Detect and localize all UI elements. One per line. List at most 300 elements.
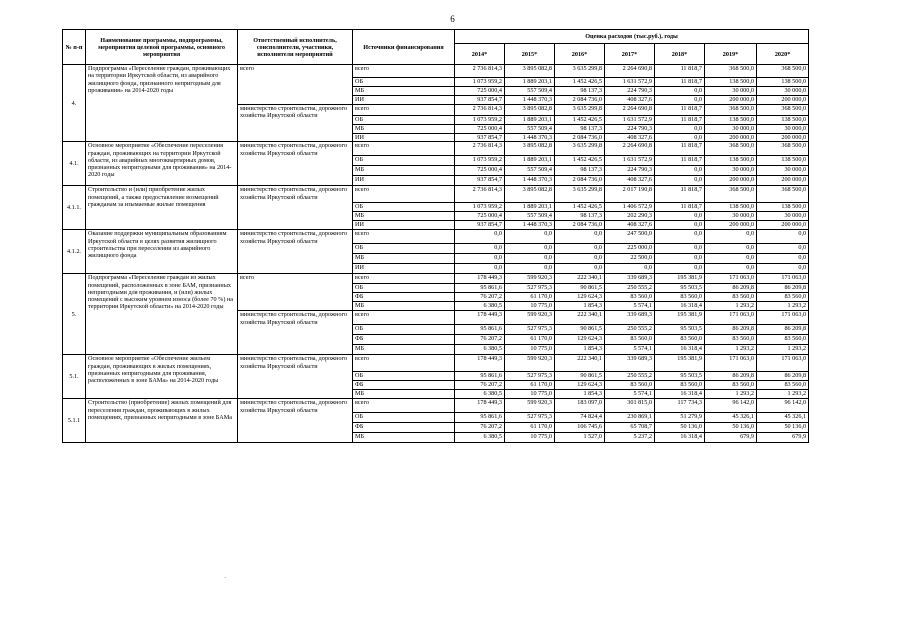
amount-cell: 83 560,0 [605,335,655,345]
amount-cell: 222 340,1 [555,274,605,284]
amount-cell: 76 207,2 [455,293,505,302]
funding-source: МБ [353,125,455,134]
amount-cell: 0,0 [455,230,505,244]
amount-cell: 50 136,0 [757,423,809,433]
amount-cell: 3 895 082,8 [505,105,555,116]
page-number: 6 [450,14,455,24]
amount-cell: 11 818,7 [655,116,705,125]
amount-cell: 1 293,2 [705,390,757,399]
measure-name: Подпрограмма «Переселение граждан из жилых помещений, расположенных в зоне БАМ, признанных непригодными для проживания, и (или) жилых помещений с высоким уровнем износа (более 70 %) на территории Иркутской области» на 2014-2020 годы [86,274,238,355]
amount-cell: 202 290,3 [605,212,655,221]
amount-cell: 1 889 203,1 [505,203,555,212]
amount-cell: 138 500,0 [705,116,757,125]
budget-table [62,29,809,443]
amount-cell: 3 895 082,8 [505,142,555,156]
funding-source: ИИ [353,264,455,274]
amount-cell: 368 500,0 [705,142,757,156]
funding-source: ОБ [353,244,455,254]
amount-cell: 45 326,1 [757,413,809,423]
amount-cell: 599 920,3 [505,311,555,325]
amount-cell: 527 975,3 [505,284,555,293]
row-number: 4.1.2. [63,230,86,274]
amount-cell: 74 824,4 [555,413,605,423]
amount-cell: 138 500,0 [757,78,809,87]
executor: министерство строительства, дорожного хозяйства Иркутской области [238,105,353,142]
funding-source: ИИ [353,221,455,230]
amount-cell: 937 854,7 [455,176,505,186]
row-number: 4.1. [63,142,86,186]
amount-cell: 83 560,0 [655,335,705,345]
amount-cell: 1 854,3 [555,345,605,355]
header-year: 2016* [555,44,605,65]
amount-cell: 98 137,3 [555,166,605,176]
amount-cell: 16 318,4 [655,390,705,399]
executor: министерство строительства, дорожного хозяйства Иркутской области [238,186,353,230]
amount-cell: 30 000,0 [705,87,757,96]
amount-cell: 0,0 [505,230,555,244]
amount-cell: 30 000,0 [705,166,757,176]
amount-cell: 1 854,3 [555,390,605,399]
amount-cell: 725 000,4 [455,166,505,176]
amount-cell: 527 975,3 [505,325,555,335]
amount-cell: 557 509,4 [505,166,555,176]
amount-cell: 0,0 [655,176,705,186]
funding-source: МБ [353,254,455,264]
amount-cell: 178 449,3 [455,355,505,372]
amount-cell: 937 854,7 [455,134,505,142]
amount-cell: 0,0 [555,254,605,264]
amount-cell: 83 560,0 [705,335,757,345]
amount-cell: 50 136,0 [705,423,757,433]
amount-cell: 200 000,0 [705,96,757,105]
header-executor: Ответственный исполнитель, соисполнители, участники, исполнители мероприятий [238,30,353,65]
amount-cell: 171 063,0 [705,355,757,372]
amount-cell: 30 000,0 [757,125,809,134]
amount-cell: 30 000,0 [757,212,809,221]
funding-source: МБ [353,345,455,355]
amount-cell: 86 209,8 [757,284,809,293]
amount-cell: 83 560,0 [655,293,705,302]
amount-cell: 65 708,7 [605,423,655,433]
amount-cell: 195 381,9 [655,274,705,284]
amount-cell: 98 137,3 [555,125,605,134]
amount-cell: 6 380,5 [455,302,505,311]
table-row [63,65,809,78]
amount-cell: 61 170,0 [505,335,555,345]
executor: министерство строительства, дорожного хозяйства Иркутской области [238,399,353,443]
table-row [63,355,809,372]
funding-source: МБ [353,87,455,96]
row-number: 4. [63,65,86,142]
funding-source: ОБ [353,78,455,87]
amount-cell: 83 560,0 [705,293,757,302]
funding-source: всего [353,230,455,244]
stray-mark: · [224,574,227,582]
amount-cell: 725 000,4 [455,212,505,221]
executor: всего [238,65,353,105]
amount-cell: 557 509,4 [505,212,555,221]
amount-cell: 339 689,3 [605,311,655,325]
amount-cell: 725 000,4 [455,87,505,96]
amount-cell: 725 000,4 [455,125,505,134]
amount-cell: 76 207,2 [455,381,505,390]
amount-cell: 195 381,9 [655,311,705,325]
amount-cell: 368 500,0 [705,105,757,116]
amount-cell: 1 452 426,5 [555,156,605,166]
amount-cell: 1 448 370,3 [505,221,555,230]
executor: министерство строительства, дорожного хозяйства Иркутской области [238,142,353,186]
amount-cell: 1 448 370,3 [505,134,555,142]
amount-cell: 599 920,3 [505,399,555,413]
amount-cell: 11 818,7 [655,105,705,116]
amount-cell: 0,0 [605,264,655,274]
amount-cell: 138 500,0 [757,156,809,166]
measure-name: Подпрограмма «Переселение граждан, проживающих на территории Иркутской области, из аварийного жилищного фонда, признанного непригодным для проживания» на 2014-2020 годы [86,65,238,142]
amount-cell: 30 000,0 [757,166,809,176]
funding-source: ОБ [353,203,455,212]
amount-cell: 247 500,0 [605,230,655,244]
executor: министерство строительства, дорожного хозяйства Иркутской области [238,355,353,399]
amount-cell: 368 500,0 [757,186,809,203]
amount-cell: 1 073 959,2 [455,78,505,87]
amount-cell: 408 327,6 [605,176,655,186]
amount-cell: 1 293,2 [705,302,757,311]
amount-cell: 61 170,0 [505,381,555,390]
amount-cell: 225 000,0 [605,244,655,254]
amount-cell: 368 500,0 [757,65,809,78]
funding-source: всего [353,311,455,325]
executor: министерство строительства, дорожного хозяйства Иркутской области [238,230,353,274]
amount-cell: 90 861,5 [555,325,605,335]
amount-cell: 2 084 736,0 [555,221,605,230]
amount-cell: 95 503,5 [655,284,705,293]
amount-cell: 408 327,6 [605,134,655,142]
amount-cell: 200 000,0 [705,221,757,230]
amount-cell: 0,0 [655,264,705,274]
amount-cell: 11 818,7 [655,186,705,203]
amount-cell: 76 207,2 [455,423,505,433]
amount-cell: 0,0 [505,254,555,264]
amount-cell: 96 142,0 [705,399,757,413]
funding-source: МБ [353,166,455,176]
amount-cell: 95 861,6 [455,413,505,423]
amount-cell: 95 861,6 [455,372,505,381]
funding-source: ИИ [353,96,455,105]
funding-source: МБ [353,212,455,221]
amount-cell: 2 084 736,0 [555,96,605,105]
amount-cell: 5 237,2 [605,433,655,443]
table-row [63,230,809,244]
funding-source: ФБ [353,423,455,433]
amount-cell: 16 318,4 [655,433,705,443]
amount-cell: 222 340,1 [555,311,605,325]
amount-cell: 937 854,7 [455,221,505,230]
amount-cell: 129 624,3 [555,335,605,345]
amount-cell: 0,0 [455,244,505,254]
amount-cell: 138 500,0 [705,156,757,166]
amount-cell: 86 209,8 [757,372,809,381]
amount-cell: 22 500,0 [605,254,655,264]
amount-cell: 6 380,5 [455,345,505,355]
funding-source: МБ [353,302,455,311]
amount-cell: 1 293,2 [705,345,757,355]
amount-cell: 224 790,3 [605,166,655,176]
amount-cell: 200 000,0 [757,221,809,230]
amount-cell: 527 975,3 [505,413,555,423]
row-number: 5.1. [63,355,86,399]
amount-cell: 129 624,3 [555,293,605,302]
measure-name: Оказание поддержки муниципальным образованиям Иркутской области в целях развития жилищного строительства при переселении из аварийного жилищного фонда [86,230,238,274]
funding-source: ОБ [353,284,455,293]
amount-cell: 0,0 [655,212,705,221]
funding-source: всего [353,142,455,156]
amount-cell: 83 560,0 [757,293,809,302]
amount-cell: 45 326,1 [705,413,757,423]
amount-cell: 3 635 299,8 [555,65,605,78]
amount-cell: 301 815,0 [605,399,655,413]
amount-cell: 200 000,0 [705,134,757,142]
funding-source: ИИ [353,176,455,186]
amount-cell: 0,0 [655,134,705,142]
amount-cell: 3 895 082,8 [505,65,555,78]
amount-cell: 408 327,6 [605,221,655,230]
amount-cell: 95 503,5 [655,372,705,381]
amount-cell: 11 818,7 [655,203,705,212]
amount-cell: 0,0 [705,254,757,264]
amount-cell: 11 818,7 [655,78,705,87]
amount-cell: 76 207,2 [455,335,505,345]
amount-cell: 5 574,1 [605,345,655,355]
amount-cell: 1 889 203,1 [505,78,555,87]
amount-cell: 11 818,7 [655,156,705,166]
amount-cell: 178 449,3 [455,399,505,413]
amount-cell: 200 000,0 [757,134,809,142]
amount-cell: 83 560,0 [757,335,809,345]
table-row [63,274,809,284]
amount-cell: 679,9 [705,433,757,443]
header-year: 2017* [605,44,655,65]
funding-source: всего [353,399,455,413]
funding-source: ОБ [353,156,455,166]
amount-cell: 86 209,8 [705,325,757,335]
amount-cell: 1 448 370,3 [505,96,555,105]
amount-cell: 230 869,1 [605,413,655,423]
header-estimate: Оценка расходов (тыс.руб.), годы [455,30,809,44]
funding-source: ФБ [353,293,455,302]
executor: всего [238,274,353,311]
amount-cell: 0,0 [757,264,809,274]
amount-cell: 339 689,3 [605,274,655,284]
amount-cell: 1 293,2 [757,302,809,311]
funding-source: ОБ [353,325,455,335]
amount-cell: 2 017 190,8 [605,186,655,203]
amount-cell: 10 775,0 [505,390,555,399]
amount-cell: 0,0 [757,230,809,244]
amount-cell: 339 689,3 [605,355,655,372]
amount-cell: 250 555,2 [605,284,655,293]
amount-cell: 2 736 814,3 [455,105,505,116]
header-year: 2020* [757,44,809,65]
amount-cell: 599 920,3 [505,274,555,284]
amount-cell: 61 170,0 [505,293,555,302]
funding-source: всего [353,274,455,284]
funding-source: ОБ [353,116,455,125]
amount-cell: 1 854,3 [555,302,605,311]
amount-cell: 129 624,3 [555,381,605,390]
amount-cell: 0,0 [655,230,705,244]
funding-source: ФБ [353,381,455,390]
amount-cell: 117 734,3 [655,399,705,413]
amount-cell: 0,0 [705,264,757,274]
amount-cell: 0,0 [655,125,705,134]
funding-source: ИИ [353,134,455,142]
amount-cell: 10 775,0 [505,302,555,311]
amount-cell: 0,0 [655,254,705,264]
amount-cell: 30 000,0 [705,212,757,221]
amount-cell: 0,0 [505,264,555,274]
funding-source: МБ [353,390,455,399]
measure-name: Строительство (приобретение) жилых помещений для переселения граждан, проживающих в жилых помещениях, признанных непригодными в зоне БАМа [86,399,238,443]
amount-cell: 11 818,7 [655,65,705,78]
amount-cell: 195 381,9 [655,355,705,372]
amount-cell: 1 073 959,2 [455,156,505,166]
amount-cell: 98 137,3 [555,212,605,221]
amount-cell: 2 736 814,3 [455,186,505,203]
measure-name: Основное мероприятие «Обеспечение переселения граждан, проживающих на территории Иркутской области, из аварийных многоквартирных домов, признанных непригодными для проживания» на 2014-2020 годы [86,142,238,186]
amount-cell: 527 975,3 [505,372,555,381]
amount-cell: 0,0 [757,244,809,254]
amount-cell: 61 170,0 [505,423,555,433]
table-row [63,399,809,413]
amount-cell: 0,0 [655,166,705,176]
amount-cell: 183 097,0 [555,399,605,413]
amount-cell: 1 889 203,1 [505,116,555,125]
header-year: 2019* [705,44,757,65]
amount-cell: 86 209,8 [705,284,757,293]
amount-cell: 368 500,0 [757,142,809,156]
amount-cell: 106 745,6 [555,423,605,433]
amount-cell: 222 340,1 [555,355,605,372]
amount-cell: 3 635 299,8 [555,186,605,203]
amount-cell: 0,0 [705,244,757,254]
header-year: 2015* [505,44,555,65]
amount-cell: 83 560,0 [655,381,705,390]
amount-cell: 171 063,0 [705,274,757,284]
amount-cell: 200 000,0 [757,176,809,186]
header-source: Источники финансирования [353,30,455,65]
amount-cell: 138 500,0 [705,203,757,212]
amount-cell: 171 063,0 [705,311,757,325]
amount-cell: 679,9 [757,433,809,443]
table-body [63,65,809,443]
header-year: 2014* [455,44,505,65]
funding-source: всего [353,105,455,116]
amount-cell: 0,0 [655,244,705,254]
amount-cell: 30 000,0 [757,87,809,96]
amount-cell: 2 264 690,8 [605,105,655,116]
amount-cell: 557 509,4 [505,87,555,96]
funding-source: всего [353,355,455,372]
amount-cell: 0,0 [655,87,705,96]
amount-cell: 30 000,0 [705,125,757,134]
amount-cell: 250 555,2 [605,325,655,335]
amount-cell: 95 861,6 [455,284,505,293]
amount-cell: 2 264 690,8 [605,65,655,78]
amount-cell: 90 861,5 [555,284,605,293]
table-row [63,186,809,203]
row-number: 4.1.1. [63,186,86,230]
amount-cell: 3 895 082,8 [505,186,555,203]
amount-cell: 6 380,5 [455,390,505,399]
amount-cell: 16 318,4 [655,345,705,355]
amount-cell: 178 449,3 [455,311,505,325]
amount-cell: 0,0 [555,244,605,254]
amount-cell: 1 452 426,5 [555,203,605,212]
amount-cell: 171 063,0 [757,355,809,372]
amount-cell: 83 560,0 [705,381,757,390]
amount-cell: 2 264 690,8 [605,142,655,156]
amount-cell: 5 574,1 [605,390,655,399]
funding-source: всего [353,186,455,203]
amount-cell: 83 560,0 [605,293,655,302]
amount-cell: 1 452 426,5 [555,78,605,87]
amount-cell: 1 448 370,3 [505,176,555,186]
amount-cell: 1 073 959,2 [455,203,505,212]
amount-cell: 250 555,2 [605,372,655,381]
amount-cell: 0,0 [655,221,705,230]
table-header [63,30,809,65]
amount-cell: 1 631 572,9 [605,156,655,166]
amount-cell: 83 560,0 [605,381,655,390]
funding-source: всего [353,65,455,78]
amount-cell: 224 790,3 [605,87,655,96]
amount-cell: 90 861,5 [555,372,605,381]
amount-cell: 50 136,0 [655,423,705,433]
row-number: 5.1.1 [63,399,86,443]
amount-cell: 2 084 736,0 [555,134,605,142]
amount-cell: 1 073 959,2 [455,116,505,125]
header-year: 2018* [655,44,705,65]
table-row [63,142,809,156]
funding-source: ОБ [353,413,455,423]
amount-cell: 200 000,0 [705,176,757,186]
amount-cell: 83 560,0 [757,381,809,390]
amount-cell: 11 818,7 [655,142,705,156]
amount-cell: 3 635 299,8 [555,105,605,116]
amount-cell: 224 790,3 [605,125,655,134]
amount-cell: 0,0 [705,230,757,244]
amount-cell: 368 500,0 [705,186,757,203]
amount-cell: 95 503,5 [655,325,705,335]
amount-cell: 6 380,5 [455,433,505,443]
amount-cell: 368 500,0 [705,65,757,78]
amount-cell: 171 063,0 [757,311,809,325]
amount-cell: 599 920,3 [505,355,555,372]
amount-cell: 1 631 572,9 [605,116,655,125]
row-number: 5. [63,274,86,355]
amount-cell: 178 449,3 [455,274,505,284]
amount-cell: 2 736 814,3 [455,65,505,78]
amount-cell: 138 500,0 [705,78,757,87]
amount-cell: 2 084 736,0 [555,176,605,186]
amount-cell: 5 574,1 [605,302,655,311]
amount-cell: 95 861,6 [455,325,505,335]
amount-cell: 138 500,0 [757,203,809,212]
amount-cell: 1 889 203,1 [505,156,555,166]
amount-cell: 0,0 [455,254,505,264]
measure-name: Строительство и (или) приобретение жилых помещений, а также предоставление возмещений гражданам за изымаемые жилые помещения [86,186,238,230]
amount-cell: 96 142,0 [757,399,809,413]
